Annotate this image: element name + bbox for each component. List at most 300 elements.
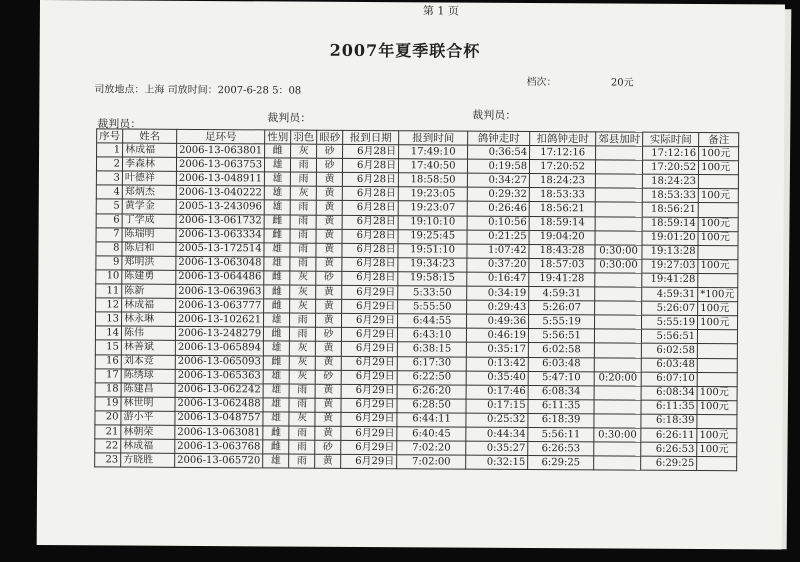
table-cell: 6:11:35 [528, 399, 594, 413]
table-cell: 100元 [698, 231, 738, 245]
table-cell: 6:02:58 [528, 343, 594, 357]
table-cell: 6 [96, 213, 122, 227]
table-cell: 19:23:05 [398, 187, 467, 202]
table-cell: 黄 [316, 257, 342, 271]
table-cell [595, 301, 642, 315]
table-cell: 0:30:00 [595, 245, 642, 259]
table-cell: 19:41:28 [529, 272, 595, 286]
table-cell: 2006-13-063777 [176, 298, 264, 313]
table-cell: 15 [95, 340, 121, 354]
table-cell: 6月28日 [342, 201, 398, 215]
table-cell [698, 203, 738, 217]
table-cell: 黄学金 [122, 199, 176, 213]
table-cell: 6:29:25 [641, 456, 697, 470]
table-cell: 雄 [264, 243, 290, 257]
table-cell: 雨 [290, 229, 316, 243]
table-cell: 黄 [315, 426, 341, 440]
table-cell: 砂 [315, 440, 341, 454]
table-cell: 19:13:28 [642, 245, 698, 259]
table-cell: 灰 [290, 285, 316, 299]
table-cell: 黄 [315, 384, 341, 398]
table-cell: 8 [96, 242, 122, 256]
table-cell: 雄 [264, 172, 290, 186]
table-cell: 0:17:15 [466, 399, 528, 413]
table-cell: 雨 [290, 215, 316, 229]
table-cell: 5:56:51 [529, 329, 595, 343]
table-cell [595, 315, 642, 329]
table-cell: 0:46:19 [467, 328, 529, 342]
table-cell: 6:44:55 [398, 314, 467, 329]
table-cell [697, 358, 737, 372]
table-cell: 4:59:31 [529, 287, 595, 301]
table-cell: 6:26:53 [528, 442, 594, 456]
table-cell: 2006-13-063768 [175, 439, 263, 454]
table-cell: 砂 [316, 328, 342, 342]
table-cell: 黄 [316, 201, 342, 215]
results-sheet [37, 0, 785, 550]
table-cell: 雨 [290, 243, 316, 257]
table-cell [698, 330, 738, 344]
table-cell: 黄 [315, 342, 341, 356]
table-cell: 灰 [289, 341, 315, 355]
table-cell: 23 [95, 453, 121, 467]
table-cell: 1:07:42 [467, 244, 529, 258]
table-cell: 雌 [263, 440, 289, 454]
table-cell: 19:58:15 [398, 272, 467, 287]
table-cell: 6月28日 [342, 257, 398, 271]
table-cell: 14 [95, 326, 121, 340]
table-cell: 雨 [290, 201, 316, 215]
table-cell [595, 188, 642, 202]
table-cell: 18 [95, 383, 121, 397]
table-cell: 雨 [289, 454, 315, 468]
table-cell: 19:41:28 [642, 273, 698, 287]
table-cell: 17:20:52 [530, 160, 596, 174]
table-cell: 6:08:34 [528, 385, 594, 399]
table-cell: 3 [96, 171, 122, 185]
table-cell: 6:02:58 [641, 344, 697, 358]
table-cell: 2006-13-063081 [175, 425, 263, 440]
table-cell: 5:33:50 [398, 286, 467, 301]
table-cell [594, 456, 641, 470]
release-info: 司放地点：上海 司放时间：2007-6-28 5：08 [94, 84, 302, 97]
table-cell: 黄 [316, 285, 342, 299]
grade-value: 20元 [610, 77, 634, 89]
table-cell: 2006-13-061732 [176, 214, 264, 229]
table-cell: 17 [95, 368, 121, 382]
table-cell [595, 216, 642, 230]
table-cell: 5:56:51 [642, 329, 698, 343]
table-cell: 刘本竞 [121, 355, 175, 369]
table-cell: 19:27:03 [642, 259, 698, 273]
table-cell: 5:56:11 [528, 427, 594, 441]
table-cell: 砂 [315, 370, 341, 384]
table-cell: 陈建昌 [121, 383, 175, 397]
table-cell: 2006-13-065720 [175, 453, 263, 468]
table-cell: 6月29日 [341, 426, 397, 440]
table-cell: 6月29日 [341, 370, 397, 384]
table-cell: 0:30:00 [594, 428, 641, 442]
table-cell: 2006-13-048757 [175, 411, 263, 426]
table-cell: 2006-13-065894 [175, 341, 263, 356]
table-cell: 6月29日 [341, 342, 397, 356]
table-cell: 黄 [316, 215, 342, 229]
table-cell: 18:59:14 [642, 217, 698, 231]
table-cell: 17:49:10 [399, 145, 468, 160]
table-cell [595, 273, 642, 287]
table-cell: 雌 [263, 355, 289, 369]
table-cell: 雄 [264, 186, 290, 200]
table-cell: 0:30:00 [595, 259, 642, 273]
table-cell [697, 414, 737, 428]
page-number: 第 1 页 [422, 4, 459, 18]
table-cell: 陈建勇 [122, 270, 176, 284]
table-cell: 0:29:43 [467, 300, 529, 314]
table-row [95, 453, 737, 471]
table-cell: 灰 [290, 299, 316, 313]
table-cell: 18:58:50 [398, 173, 467, 188]
table-cell: 22 [95, 439, 121, 453]
table-cell: 林善斌 [121, 340, 175, 354]
table-cell: 2006-13-063801 [177, 143, 265, 158]
table-cell: 6:18:39 [641, 414, 697, 428]
column-header: 足环号 [177, 129, 265, 144]
table-cell: 陈新 [122, 284, 176, 298]
table-cell: 18:57:03 [529, 258, 595, 272]
page-title: 2007年夏季联合杯 [329, 40, 481, 61]
table-cell: 砂 [317, 158, 343, 172]
table-cell: 6月29日 [342, 328, 398, 342]
table-cell: 黄 [316, 229, 342, 243]
table-cell: 林世明 [121, 397, 175, 411]
table-cell: 黄 [315, 412, 341, 426]
table-cell: 黄 [316, 299, 342, 313]
table-cell: 雌 [264, 299, 290, 313]
table-cell: 雄 [263, 454, 289, 468]
table-cell [697, 372, 737, 386]
table-cell: 雨 [289, 384, 315, 398]
table-cell: 6月28日 [343, 144, 399, 158]
table-cell [698, 273, 738, 287]
table-cell: 雄 [264, 200, 290, 214]
table-cell: 林成福 [122, 298, 176, 312]
table-cell: 6月28日 [342, 215, 398, 229]
table-cell: 19:10:10 [398, 215, 467, 230]
table-cell: 0:26:46 [467, 202, 529, 216]
table-cell: 2006-13-248279 [175, 327, 263, 342]
table-cell: 6:40:45 [397, 427, 466, 442]
table-cell: 0:32:15 [466, 455, 528, 469]
table-cell: 100元 [697, 386, 737, 400]
table-cell: 0:35:17 [466, 343, 528, 357]
table-cell: 2006-13-064486 [176, 270, 264, 285]
table-cell: 6月29日 [341, 412, 397, 426]
table-cell: 100元 [697, 400, 737, 414]
table-cell: 5:47:10 [528, 371, 594, 385]
table-cell: 6:03:48 [528, 357, 594, 371]
table-cell: 雌 [264, 229, 290, 243]
table-cell: 丁学成 [122, 214, 176, 228]
table-cell: 2006-13-063963 [176, 284, 264, 299]
table-cell: 6月28日 [342, 271, 398, 285]
table-cell [595, 231, 642, 245]
table-cell: 6月28日 [342, 229, 398, 243]
table-cell: 6:03:48 [641, 358, 697, 372]
table-cell: 雄 [265, 158, 291, 172]
table-cell: 19:51:10 [398, 243, 467, 258]
table-cell: 11 [96, 284, 122, 298]
table-cell: 19:34:23 [398, 258, 467, 273]
table-cell: 雨 [291, 158, 317, 172]
judge-label-1: 裁判员： [97, 117, 142, 131]
table-cell: 灰 [289, 356, 315, 370]
table-cell: 灰 [290, 271, 316, 285]
table-cell: 100元 [698, 259, 738, 273]
table-cell [697, 344, 737, 358]
table-cell: 灰 [289, 412, 315, 426]
table-cell: 砂 [316, 271, 342, 285]
table-cell: 黄 [315, 398, 341, 412]
table-cell: 100元 [699, 161, 739, 175]
table-cell: 雨 [290, 257, 316, 271]
table-cell [595, 202, 642, 216]
table-cell: 6月29日 [342, 299, 398, 313]
table-cell: 6:11:35 [641, 400, 697, 414]
table-cell [594, 414, 641, 428]
table-cell: 6:17:30 [397, 356, 466, 371]
table-cell: 6:28:50 [397, 398, 466, 413]
table-cell: 18:59:14 [529, 216, 595, 230]
table-cell: 灰 [289, 370, 315, 384]
table-cell: 7:02:00 [397, 455, 466, 470]
table-cell: 6:26:20 [397, 384, 466, 399]
table-cell: 17:12:16 [643, 146, 699, 160]
table-cell [594, 357, 641, 371]
table-cell: 0:25:32 [466, 413, 528, 427]
table-cell: 19:01:20 [642, 231, 698, 245]
table-cell: 7:02:20 [397, 441, 466, 456]
table-cell: 郑明洪 [122, 256, 176, 270]
table-cell: 4:59:31 [642, 287, 698, 301]
table-cell: 18:53:33 [529, 188, 595, 202]
table-cell [596, 160, 643, 174]
table-cell: 6:44:11 [397, 413, 466, 428]
table-cell: 雨 [290, 327, 316, 341]
table-cell: 0:44:34 [466, 427, 528, 441]
table-cell: 0:19:58 [468, 159, 530, 173]
column-header: 姓名 [123, 129, 177, 143]
table-cell: 0:29:32 [467, 187, 529, 201]
table-cell: 17:12:16 [530, 146, 596, 160]
table-cell: 雌 [264, 327, 290, 341]
table-cell: 雌 [265, 144, 291, 158]
table-cell: 6月29日 [341, 398, 397, 412]
table-cell: 6:08:34 [641, 386, 697, 400]
table-cell: 林成福 [121, 439, 175, 453]
table-cell: 黄 [315, 356, 341, 370]
table-cell [594, 343, 641, 357]
table-cell: 5:55:19 [529, 315, 595, 329]
table-cell: 李森林 [122, 157, 176, 171]
table-cell: 0:16:47 [467, 272, 529, 286]
table-cell: 陈绣球 [121, 369, 175, 383]
table-cell: 19:25:45 [398, 229, 467, 244]
judge-label-3: 裁判员： [472, 108, 517, 122]
table-cell: 游小平 [121, 411, 175, 425]
table-cell: 100元 [697, 428, 737, 442]
table-cell: 林永琳 [122, 312, 176, 326]
table-cell: 黄 [316, 187, 342, 201]
table-cell: 郑炳杰 [122, 185, 176, 199]
table-cell: 砂 [317, 144, 343, 158]
table-cell: 方晓胜 [121, 453, 175, 467]
table-cell: 2006-13-062242 [175, 383, 263, 398]
table-cell: 100元 [698, 316, 738, 330]
table-cell: 100元 [698, 302, 738, 316]
table-cell: 灰 [290, 186, 316, 200]
table-cell: 18:43:28 [529, 244, 595, 258]
table-cell: 黄 [316, 313, 342, 327]
table-cell: 18:53:33 [642, 189, 698, 203]
table-cell: 18:24:23 [642, 174, 698, 188]
table-cell [594, 386, 641, 400]
table-cell: 陈伟 [121, 326, 175, 340]
table-cell: 5:26:07 [529, 301, 595, 315]
table-cell: 5:26:07 [642, 301, 698, 315]
table-cell: 雌 [263, 426, 289, 440]
table-cell: 雄 [264, 257, 290, 271]
table-cell [594, 400, 641, 414]
table-cell: 6月29日 [341, 455, 397, 469]
table-cell: 16 [95, 354, 121, 368]
table-cell: 10 [96, 270, 122, 284]
table-cell: 6月28日 [343, 159, 399, 173]
table-cell: 100元 [698, 217, 738, 231]
table-cell: 0:37:20 [467, 258, 529, 272]
table-cell: 2 [96, 157, 122, 171]
table-cell: 6:18:39 [528, 413, 594, 427]
table-cell: 6月28日 [342, 243, 398, 257]
column-header: 报到时间 [399, 131, 468, 146]
table-cell [697, 457, 737, 471]
table-cell: 0:36:54 [468, 145, 530, 159]
table-cell: 5:55:50 [398, 300, 467, 315]
table-cell: 陈瑞明 [122, 228, 176, 242]
table-cell: 18:24:23 [529, 174, 595, 188]
table-cell: 林朝荣 [121, 425, 175, 439]
table-cell [594, 442, 641, 456]
table-cell: 6:43:10 [398, 328, 467, 343]
table-cell: 雌 [264, 214, 290, 228]
table-cell: 6月29日 [342, 285, 398, 299]
table-cell: 2006-13-065093 [175, 355, 263, 370]
table-cell: 雨 [290, 172, 316, 186]
table-cell: 6月29日 [341, 384, 397, 398]
table-cell: 6:26:53 [641, 442, 697, 456]
table-cell [595, 287, 642, 301]
table-cell: 雨 [289, 440, 315, 454]
table-cell: 0:35:40 [466, 371, 528, 385]
column-header: 报到日期 [343, 130, 399, 144]
table-cell: 13 [96, 312, 122, 326]
table-cell: 2006-13-063334 [176, 228, 264, 243]
table-cell [596, 146, 643, 160]
table-cell: 12 [96, 298, 122, 312]
table-cell: 6月28日 [342, 173, 398, 187]
table-cell: 雌 [264, 285, 290, 299]
table-cell: 4 [96, 185, 122, 199]
column-header: 羽色 [291, 130, 317, 144]
table-cell: 雄 [263, 341, 289, 355]
table-cell: 2006-13-063753 [176, 158, 264, 173]
table-cell: 18:56:21 [529, 202, 595, 216]
column-header: 性别 [265, 130, 291, 144]
table-cell: 19:04:20 [529, 230, 595, 244]
table-cell: 黄 [315, 454, 341, 468]
table-cell: 雨 [290, 313, 316, 327]
table-cell: 雌 [264, 271, 290, 285]
table-cell: 0:34:19 [467, 286, 529, 300]
table-cell: 6:29:25 [528, 456, 594, 470]
table-cell: 100元 [698, 189, 738, 203]
table-cell: 0:20:00 [594, 371, 641, 385]
table-cell: 6月29日 [341, 440, 397, 454]
table-cell: 灰 [291, 144, 317, 158]
table-cell: 6:22:50 [397, 370, 466, 385]
column-header: 备注 [699, 133, 739, 147]
column-header: 郊县加时 [596, 132, 643, 146]
table-cell: 6月28日 [342, 187, 398, 201]
table-cell: 黄 [316, 172, 342, 186]
table-cell: 2005-13-243096 [176, 200, 264, 215]
table-cell: 0:10:56 [467, 216, 529, 230]
grade-info [526, 73, 633, 89]
table-cell: 5 [96, 199, 122, 213]
table-cell: 19:23:07 [398, 201, 467, 216]
table-cell: 100元 [697, 443, 737, 457]
table-cell: 5:55:19 [642, 315, 698, 329]
table-cell: 雄 [263, 412, 289, 426]
table-cell: 17:20:52 [643, 160, 699, 174]
judge-label-2: 裁判员： [267, 111, 312, 125]
table-cell: 2006-13-063048 [176, 256, 264, 271]
table-cell: 6:07:10 [641, 372, 697, 386]
table-cell: 6月29日 [342, 314, 398, 328]
table-cell: 雄 [263, 384, 289, 398]
table-cell: 雄 [263, 369, 289, 383]
table-cell: 0:13:42 [466, 357, 528, 371]
table-cell: 17:40:50 [399, 159, 468, 174]
table-cell [698, 245, 738, 259]
table-cell: 20 [95, 411, 121, 425]
table-cell: 9 [96, 256, 122, 270]
table-cell: 2006-13-048911 [176, 172, 264, 187]
table-cell: 1 [97, 143, 123, 157]
table-cell: 黄 [316, 243, 342, 257]
table-cell: 2006-13-065363 [175, 369, 263, 384]
table-cell: 21 [95, 425, 121, 439]
table-cell: 雄 [263, 398, 289, 412]
table-cell: 雨 [289, 398, 315, 412]
column-header: 眼砂 [317, 130, 343, 144]
table-cell: 6:26:11 [641, 428, 697, 442]
table-cell: 7 [96, 228, 122, 242]
table-cell: 2006-13-062488 [175, 397, 263, 412]
column-header: 扣鸽钟走时 [530, 131, 596, 145]
column-header: 鸽钟走时 [468, 131, 530, 145]
table-cell: 0:21:25 [467, 230, 529, 244]
table-cell: 雄 [264, 313, 290, 327]
